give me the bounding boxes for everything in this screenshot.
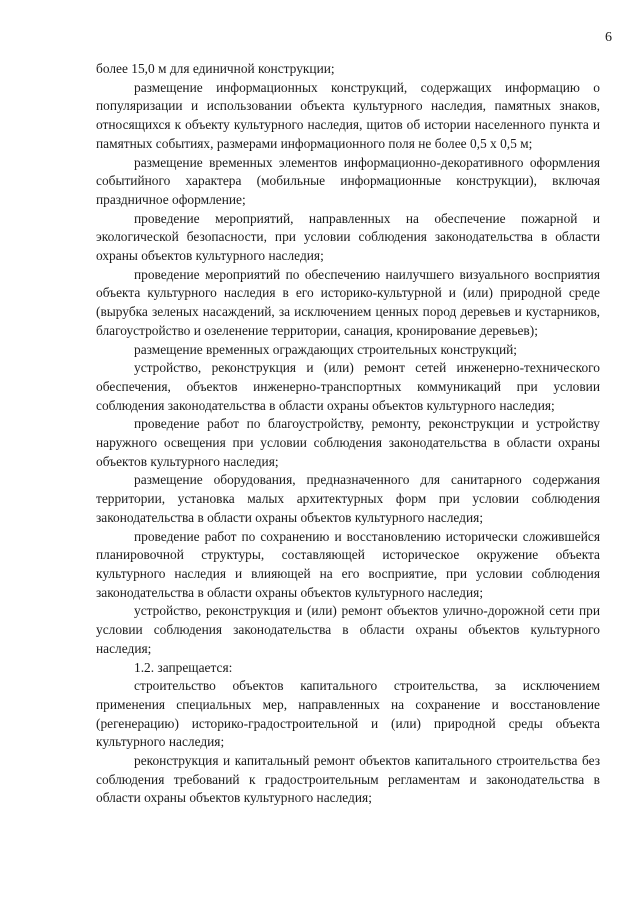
paragraph-sanitary-equipment: размещение оборудования, предназначенного для санитарного содержания территории, установка малых архитектурных форм при условии соблюдения законодательства в области охраны объектов культурного наследия; [96,472,600,525]
paragraph-engineering-networks: устройство, реконструкция и (или) ремонт сетей инженерно-технического обеспечения, объектов инженерно-транспортных коммуникаций при условии соблюдения законодательства в области охраны объектов культурного наследия; [96,360,600,413]
page-number: 6 [605,30,612,45]
paragraph-temporary-fences: размещение временных ограждающих строительных конструкций; [134,341,518,357]
paragraph-landscaping-lighting: проведение работ по благоустройству, ремонту, реконструкции и устройству наружного освещения при условии соблюдения законодательства в области охраны объектов культурного наследия; [96,416,600,469]
paragraph-fire-safety: проведение мероприятий, направленных на обеспечение пожарной и экологической безопасности, при условии соблюдения законодательства в области охраны объектов культурного наследия; [96,210,600,264]
paragraph-capital-construction: строительство объектов капитального строительства, за исключением применения специальных мер, направленных на сохранение и восстановление (регенерацию) историко-градостроительной и (или) природной среды объекта культурного наследия; [96,678,600,750]
paragraph-continuation: более 15,0 м для единичной конструкции; [96,61,335,76]
paragraph-planning-structure: проведение работ по сохранению и восстановлению исторически сложившейся планировочной структуры, составляющей историческое окружение объекта культурного наследия и влияющей на его восприятие, при условии соблюдения законодательства в области охраны объектов культурного наследия; [96,528,600,600]
paragraph-info-constructions: размещение информационных конструкций, содержащих информацию о популяризации и использовании объекта культурного наследия, памятных знаков, относящихся к объекту культурного наследия, щитов об истории населенного пункта и памятных событиях, размерами информационного поля не более 0,5 х 0,5 м; [96,79,600,151]
section-heading-prohibited: 1.2. запрещается: [134,659,233,675]
paragraph-reconstruction: реконструкция и капитальный ремонт объектов капитального строительства без соблюдения требований к градостроительным регламентам и законодательства в области охраны объектов культурного наследия; [96,753,600,806]
paragraph-temporary-decor: размещение временных элементов информационно-декоративного оформления событийного характера (мобильные информационные конструкции), включая праздничное оформление; [96,154,600,207]
paragraph-road-network: устройство, реконструкция и (или) ремонт объектов улично-дорожной сети при условии соблюдения законодательства в области охраны объектов культурного наследия; [96,603,600,656]
document-body [96,60,600,808]
paragraph-visual-perception: проведение мероприятий по обеспечению наилучшего визуального восприятия объекта культурного наследия в его историко-культурной и (или) природной среде (вырубка зеленых насаждений, за исключением ценных пород деревьев и кустарников, благоустройство и озеленение территории, санация, кронирование деревьев); [96,266,600,338]
